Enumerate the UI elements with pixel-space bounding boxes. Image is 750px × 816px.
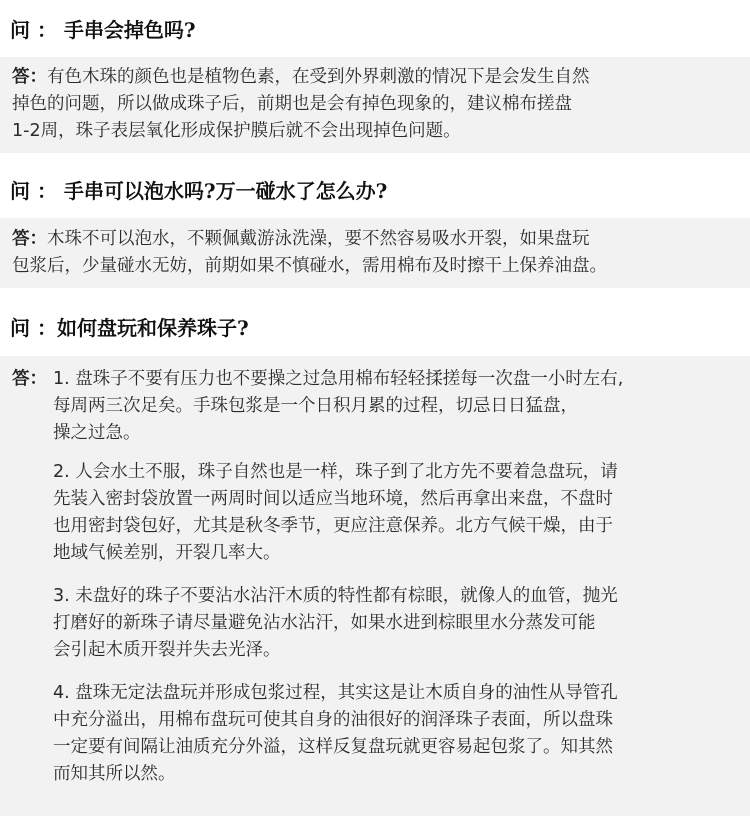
care-tip-4-line-3: 一定要有间隔让油质充分外溢，这样反复盘玩就更容易起包浆了。知其然: [53, 737, 613, 757]
care-tip-3: [53, 583, 745, 664]
care-tip-2-line-1: 2. 人会水土不服，珠子自然也是一样，珠子到了北方先不要着急盘玩，请: [53, 462, 618, 482]
care-tip-2: [53, 459, 745, 567]
care-tip-4: [53, 680, 745, 788]
answer-1-text: [12, 64, 744, 145]
care-tip-2-line-4: 地域气候差别，开裂几率大。: [53, 543, 281, 563]
care-tip-4-line-2: 中充分溢出，用棉布盘玩可使其自身的油很好的润泽珠子表面，所以盘珠: [53, 710, 613, 730]
answer-1-line-1: 答：有色木珠的颜色也是植物色素，在受到外界刺激的情况下是会发生自然: [12, 67, 590, 87]
answer-2-line-2: 包浆后，少量碰水无妨，前期如果不慎碰水，需用棉布及时擦干上保养油盘。: [12, 256, 607, 276]
question-3-heading: 问 ：如何盘玩和保养珠子?: [10, 316, 249, 340]
care-tip-1-line-3: 操之过急。: [53, 423, 141, 443]
care-tip-4-line-4: 而知其所以然。: [53, 764, 176, 784]
answer-3-prefix: 答：: [12, 369, 47, 389]
care-tip-3-line-1: 3. 未盘好的珠子不要沾水沾汗木质的特性都有棕眼，就像人的血管，抛光: [53, 586, 618, 606]
answer-2-text: [12, 226, 744, 280]
care-tip-1-line-2: 每周两三次足矣。手珠包浆是一个日积月累的过程，切忌日日猛盘，: [53, 396, 578, 416]
question-2-heading: 问 ： 手串可以泡水吗?万一碰水了怎么办?: [10, 179, 388, 203]
care-tip-1-line-1: 1. 盘珠子不要有压力也不要操之过急用棉布轻轻揉搓每一次盘一小时左右,: [53, 369, 624, 389]
care-tip-2-line-3: 也用密封袋包好，尤其是秋冬季节，更应注意保养。北方气候干燥，由于: [53, 516, 613, 536]
care-tip-4-line-1: 4. 盘珠无定法盘玩并形成包浆过程，其实这是让木质自身的油性从导管孔: [53, 683, 618, 703]
care-tip-3-line-3: 会引起木质开裂并失去光泽。: [53, 640, 281, 660]
care-tip-1: [53, 366, 745, 447]
answer-2-prefix: 答：: [12, 229, 47, 249]
question-1-heading: 问 ： 手串会掉色吗?: [10, 18, 196, 42]
answer-1-line-3: 1-2周，珠子表层氧化形成保护膜后就不会出现掉色问题。: [12, 121, 461, 141]
care-tip-2-line-2: 先装入密封袋放置一两周时间以适应当地环境，然后再拿出来盘，不盘时: [53, 489, 613, 509]
answer-1-prefix: 答：: [12, 67, 47, 87]
answer-2-line-1: 答：木珠不可以泡水，不颗佩戴游泳洗澡，要不然容易吸水开裂，如果盘玩: [12, 229, 590, 249]
answer-1-line-2: 掉色的问题，所以做成珠子后，前期也是会有掉色现象的，建议棉布搓盘: [12, 94, 572, 114]
care-tip-3-line-2: 打磨好的新珠子请尽量避免沾水沾汗，如果水进到棕眼里水分蒸发可能: [53, 613, 596, 633]
